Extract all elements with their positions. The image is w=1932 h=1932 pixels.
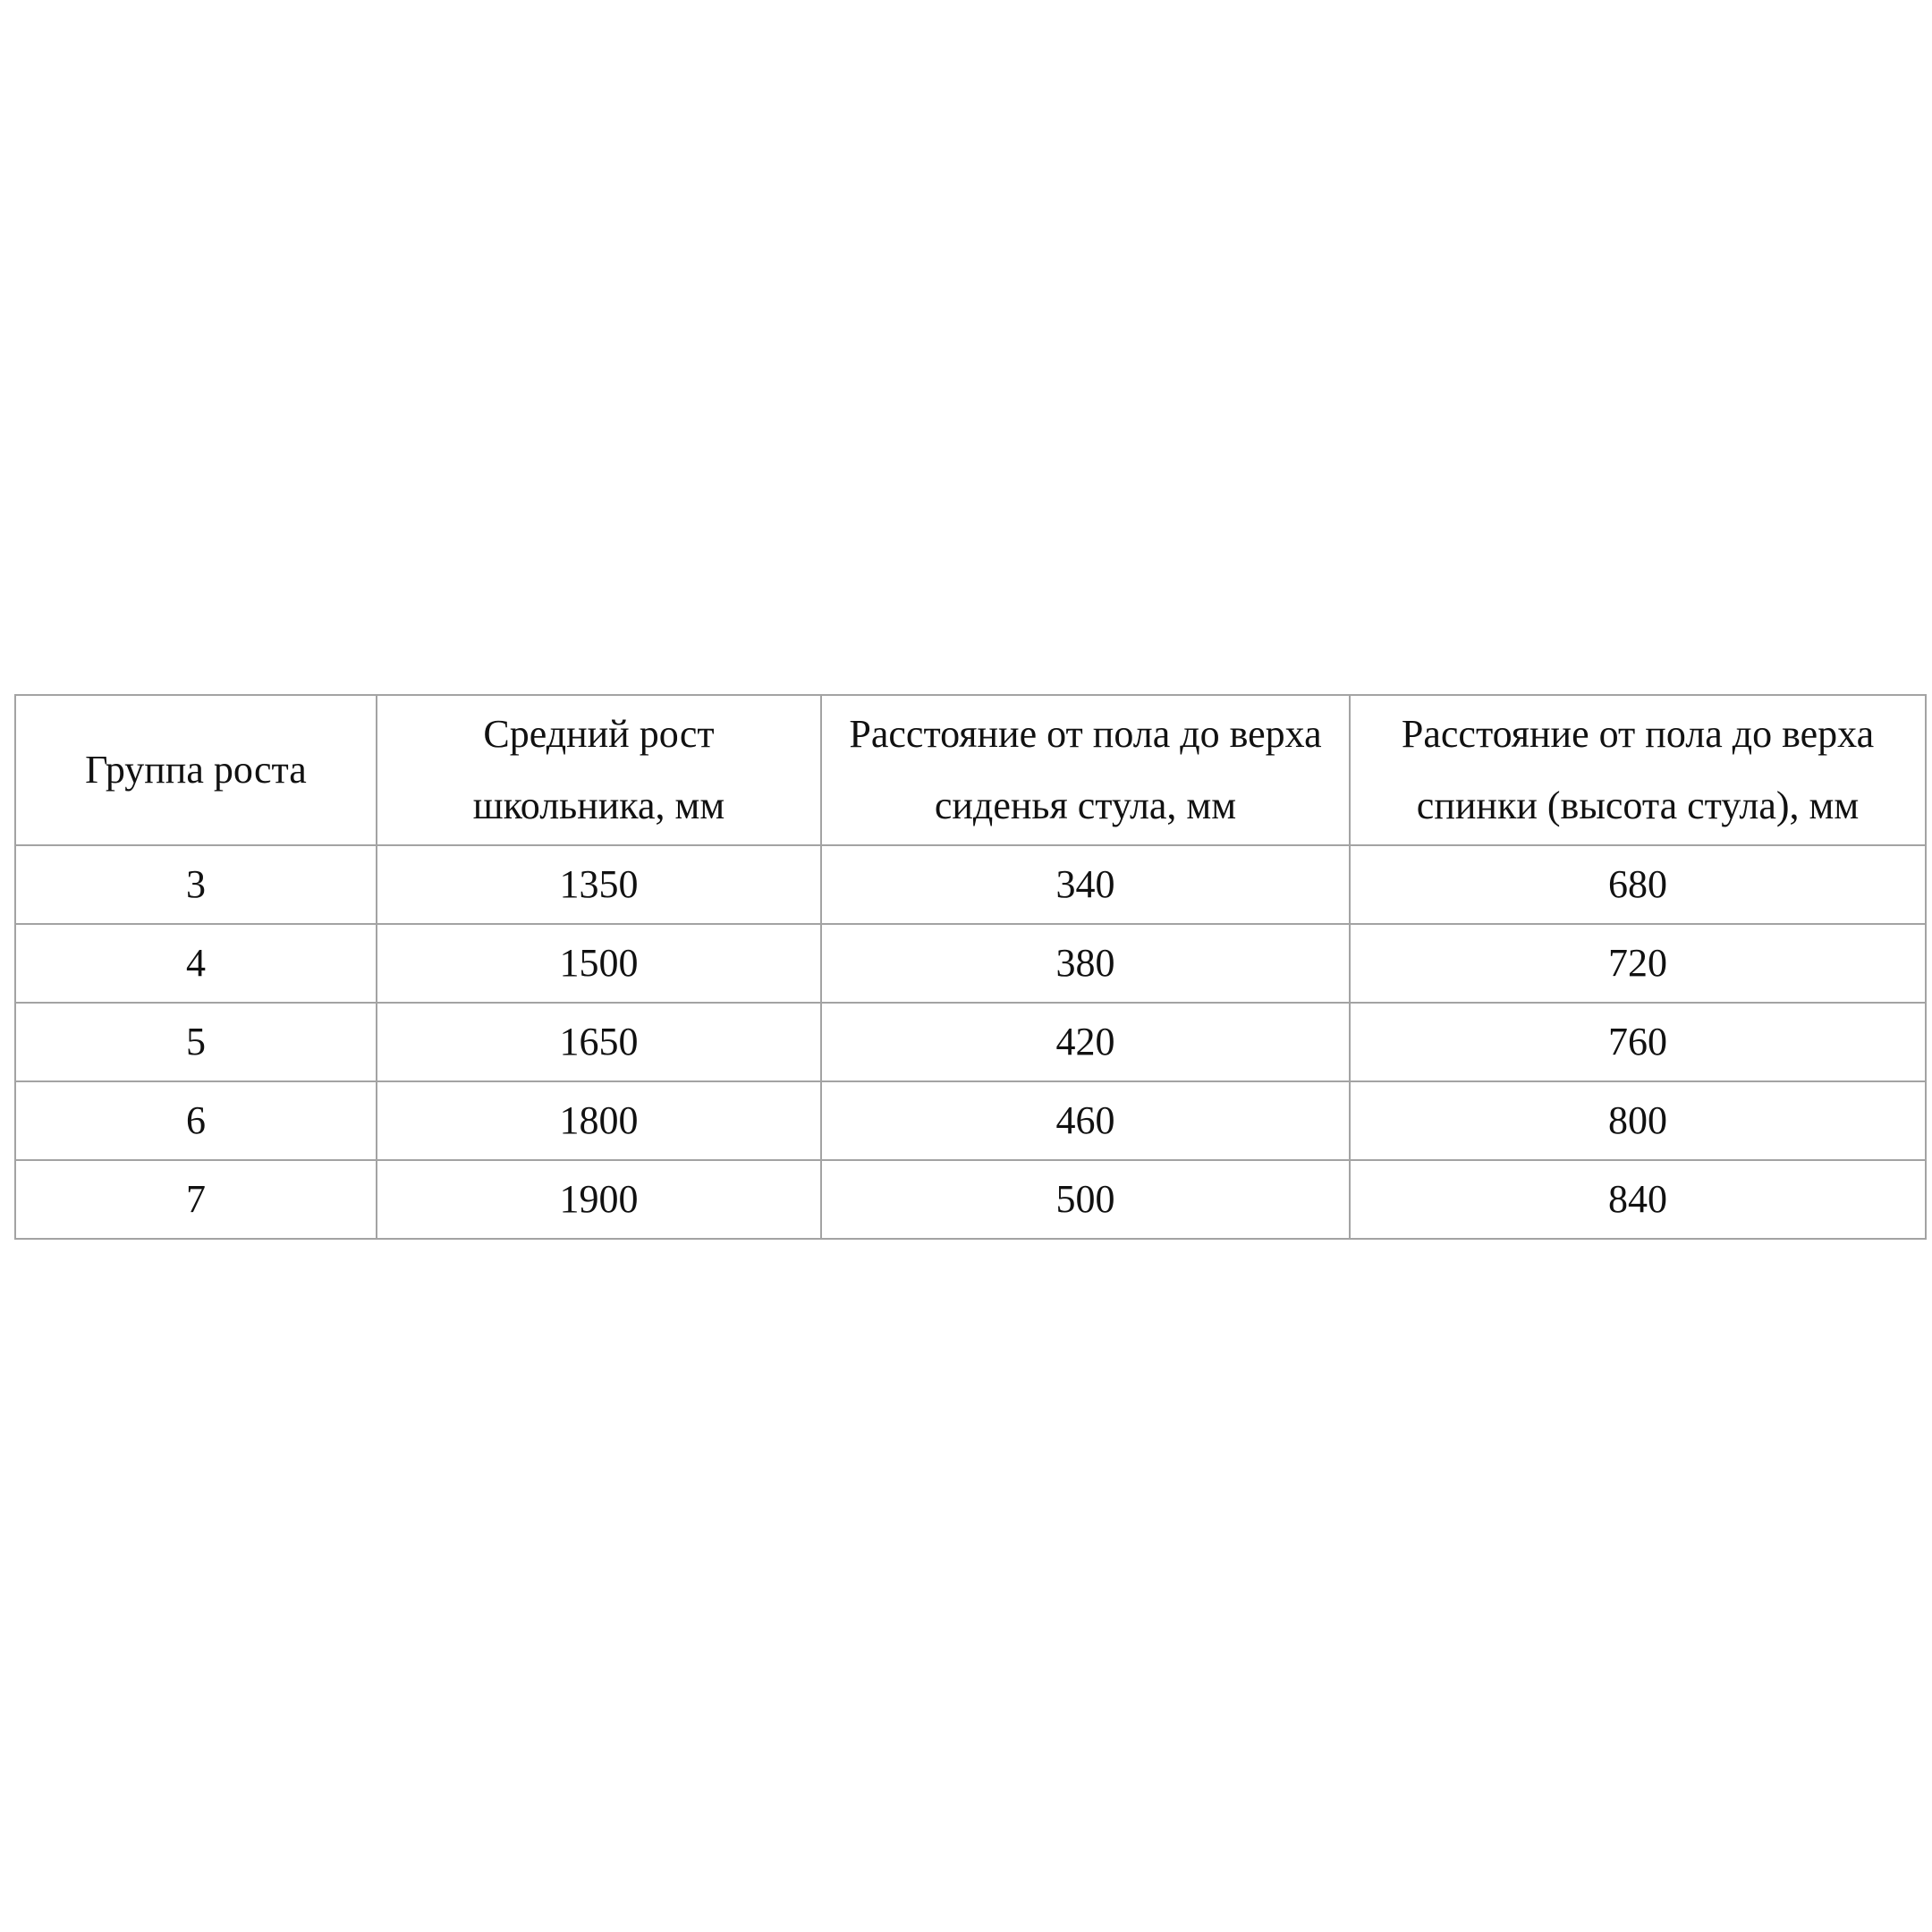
cell-height-group: 6 [15,1081,377,1160]
cell-seat-height: 500 [821,1160,1350,1239]
cell-back-height: 680 [1350,845,1926,924]
header-line: Расстояние от пола до верха [849,712,1322,756]
cell-height-group: 3 [15,845,377,924]
cell-average-height: 1350 [377,845,821,924]
header-line: школьника, мм [472,784,725,827]
cell-back-height: 800 [1350,1081,1926,1160]
cell-height-group: 4 [15,924,377,1003]
table-row [15,924,1926,1003]
header-seat-height [821,695,1350,845]
cell-average-height: 1800 [377,1081,821,1160]
cell-back-height: 720 [1350,924,1926,1003]
header-height-group [15,695,377,845]
cell-seat-height: 340 [821,845,1350,924]
header-back-height [1350,695,1926,845]
cell-average-height: 1650 [377,1003,821,1081]
cell-back-height: 840 [1350,1160,1926,1239]
header-line: Средний рост [483,712,715,756]
cell-seat-height: 380 [821,924,1350,1003]
cell-height-group: 7 [15,1160,377,1239]
header-average-height [377,695,821,845]
table-row [15,1160,1926,1239]
cell-seat-height: 460 [821,1081,1350,1160]
chair-height-table [14,694,1927,1240]
cell-height-group: 5 [15,1003,377,1081]
chair-height-table-container [14,694,1925,1240]
table-row [15,1081,1926,1160]
header-line: Группа роста [85,748,307,792]
cell-average-height: 1500 [377,924,821,1003]
table-header-row [15,695,1926,845]
table-row [15,845,1926,924]
header-line: Расстояние от пола до верха [1401,712,1875,756]
header-line: спинки (высота стула), мм [1416,784,1860,827]
table-row [15,1003,1926,1081]
cell-back-height: 760 [1350,1003,1926,1081]
cell-seat-height: 420 [821,1003,1350,1081]
cell-average-height: 1900 [377,1160,821,1239]
header-line: сиденья стула, мм [934,784,1237,827]
